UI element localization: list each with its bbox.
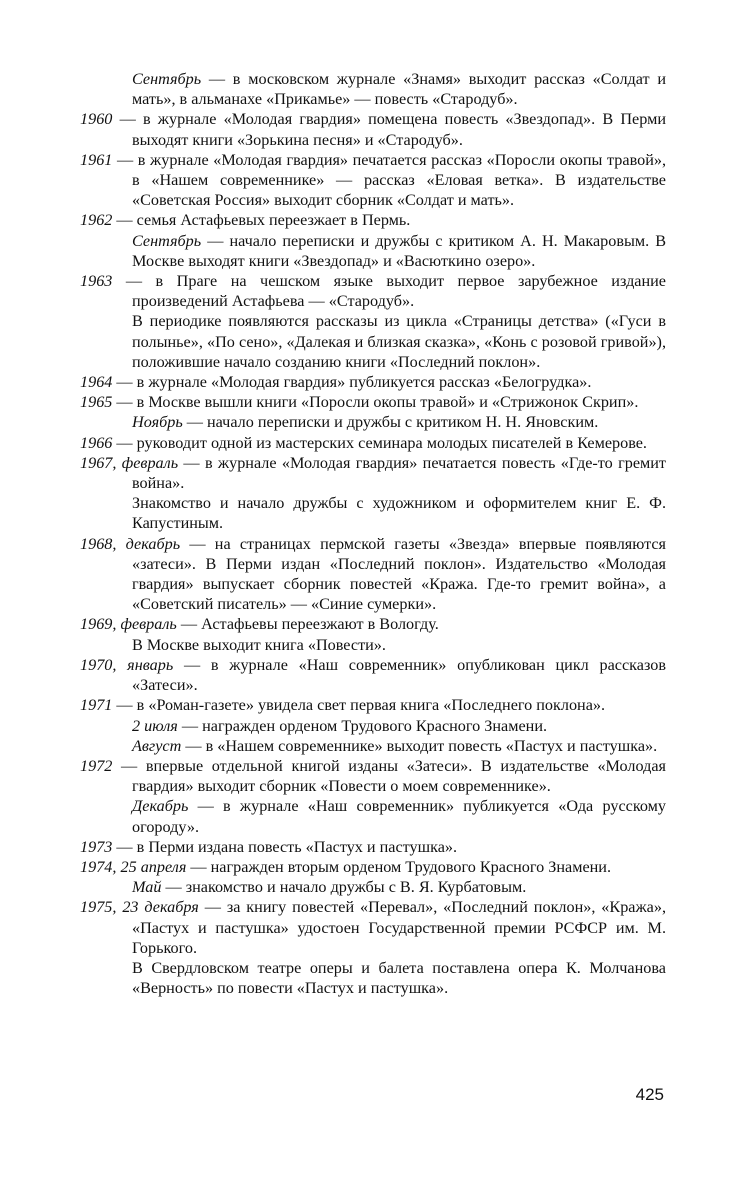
entry-text: В периодике появляются рассказы из цикла «Страницы детства» («Гуси в полынье», «По сено», «Далекая и близкая сказка», «Конь с розовой гривой»), положившие начало созданию книги «Последний поклон». — [132, 312, 666, 371]
entry-date: 1963 — [80, 272, 113, 291]
entry-text: — в «Нашем современнике» выходит повесть «Пастух и пастушка». — [181, 736, 658, 755]
entry-date: 1965 — [80, 393, 113, 412]
entry-date: 1960 — [80, 110, 113, 129]
entry-text: — в московском журнале «Знамя» выходит рассказ «Солдат и мать», в альманахе «Прикамье» — повесть «Стародуб». — [132, 70, 666, 109]
chronology-entry — [80, 493, 666, 533]
chronology-entry — [80, 877, 666, 897]
chronology-entry — [80, 796, 666, 836]
entry-text: — в журнале «Молодая гвардия» помещена повесть «Звездопад». В Перми выходят книги «Зорькина песня» и «Стародуб». — [112, 110, 666, 149]
entry-date: 1961 — [80, 150, 113, 169]
chronology-entry — [80, 534, 666, 615]
chronology-entry — [80, 69, 666, 109]
chronology-entry — [80, 412, 666, 432]
chronology-text — [80, 69, 666, 998]
entry-text: В Свердловском театре оперы и балета поставлена опера К. Молчанова «Верность» по повести «Пастух и пастушка». — [132, 958, 666, 998]
entry-text: — в журнале «Молодая гвардия» печатается повесть «Где-то гремит война». — [132, 453, 666, 493]
entry-date: 1967, февраль — [80, 453, 179, 472]
chronology-entry — [80, 857, 666, 877]
chronology-entry — [80, 837, 666, 857]
chronology-entry — [80, 109, 666, 149]
entry-date: 1972 — [80, 756, 113, 775]
entry-date: Сентябрь — [132, 70, 202, 88]
chronology-entry — [80, 635, 666, 655]
entry-date: 1970, январь — [80, 655, 174, 674]
entry-text: — в Перми издана повесть «Пастух и пастушка». — [112, 837, 458, 856]
entry-text: Знакомство и начало дружбы с художником и оформителем книг Е. Ф. Капустиным. — [132, 494, 666, 533]
chronology-entry — [80, 372, 666, 392]
chronology-entry — [80, 210, 666, 230]
chronology-entry — [80, 392, 666, 412]
entry-text: — руководит одной из мастерских семинара молодых писателей в Кемерове. — [112, 433, 647, 452]
chronology-entry — [80, 433, 666, 453]
chronology-entry — [80, 655, 666, 695]
entry-date: 1973 — [80, 837, 113, 856]
chronology-entry — [80, 231, 666, 271]
entry-date: Август — [132, 736, 182, 755]
chronology-entry — [80, 695, 666, 715]
chronology-entry — [80, 271, 666, 311]
entry-text: — в «Роман-газете» увидела свет первая книга «Последнего поклона». — [112, 696, 606, 715]
entry-date: 1962 — [80, 211, 113, 230]
entry-date: 1971 — [80, 696, 113, 715]
entry-date: 1968, декабрь — [80, 534, 181, 553]
chronology-entry — [80, 614, 666, 634]
chronology-entry — [80, 756, 666, 796]
entry-date: 2 июля — [132, 716, 178, 735]
chronology-entry — [80, 453, 666, 493]
entry-text: — за книгу повестей «Перевал», «Последний поклон», «Кража», «Пастух и пастушка» удостоен Государственной премии РСФСР им. М. Горького. — [132, 898, 666, 957]
entry-text: — Астафьевы переезжают в Вологду. — [176, 615, 439, 634]
chronology-entry — [80, 897, 666, 958]
entry-text: — впервые отдельной книгой изданы «Затеси». В издательстве «Молодая гвардия» выходит сборник «Повести о моем современнике». — [112, 756, 666, 796]
chronology-entry — [80, 736, 666, 756]
entry-text: — знакомство и начало дружбы с В. Я. Курбатовым. — [161, 878, 527, 897]
entry-text: — в журнале «Наш современник» опубликован цикл рассказов «Затеси». — [132, 655, 666, 695]
entry-date: Ноябрь — [132, 413, 183, 432]
entry-date: 1974, 25 апреля — [80, 857, 187, 876]
entry-text: — в журнале «Наш современник» публикуется «Ода русскому огороду». — [132, 797, 666, 836]
entry-text: — семья Астафьевых переезжает в Пермь. — [112, 211, 411, 230]
entry-date: Сентябрь — [132, 231, 202, 250]
entry-text: — награжден вторым орденом Трудового Красного Знамени. — [186, 857, 612, 876]
chronology-entry — [80, 958, 666, 998]
entry-text: — награжден орденом Трудового Красного Знамени. — [177, 716, 548, 735]
chronology-entry — [80, 716, 666, 736]
entry-text: — начало переписки и дружбы с критиком Н. Н. Яновским. — [182, 413, 599, 432]
entry-date: Май — [132, 878, 162, 897]
entry-text: — в Москве вышли книги «Поросли окопы травой» и «Стрижонок Скрип». — [112, 393, 639, 412]
entry-text: — в Праге на чешском языке выходит первое зарубежное издание произведений Астафьева — «Стародуб». — [112, 272, 666, 311]
entry-text: В Москве выходит книга «Повести». — [132, 635, 386, 654]
chronology-entry — [80, 150, 666, 211]
entry-text: — на страницах пермской газеты «Звезда» впервые появляются «затеси». В Перми издан «Последний поклон». Издательство «Молодая гвардия» выпускает сборник повестей «Кража. Где-то гремит война», а «Советский писатель» — «Синие сумерки». — [132, 534, 667, 614]
chronology-entry — [80, 311, 666, 372]
page-number: 425 — [635, 1085, 664, 1104]
entry-text: — в журнале «Молодая гвардия» печатается рассказ «Поросли окопы травой», в «Нашем современнике» — рассказ «Еловая ветка». В издательстве «Советская Россия» выходит сборник «Солдат и мать». — [112, 150, 666, 210]
entry-date: 1975, 23 декабря — [80, 898, 199, 917]
entry-text: — начало переписки и дружбы с критиком А. Н. Макаровым. В Москве выходят книги «Звездопад» и «Васюткино озеро». — [132, 231, 666, 270]
entry-date: 1969, февраль — [80, 615, 177, 634]
entry-text: — в журнале «Молодая гвардия» публикуется рассказ «Белогрудка». — [112, 373, 592, 392]
entry-date: 1966 — [80, 433, 113, 452]
entry-date: Декабрь — [132, 797, 189, 816]
entry-date: 1964 — [80, 373, 113, 392]
